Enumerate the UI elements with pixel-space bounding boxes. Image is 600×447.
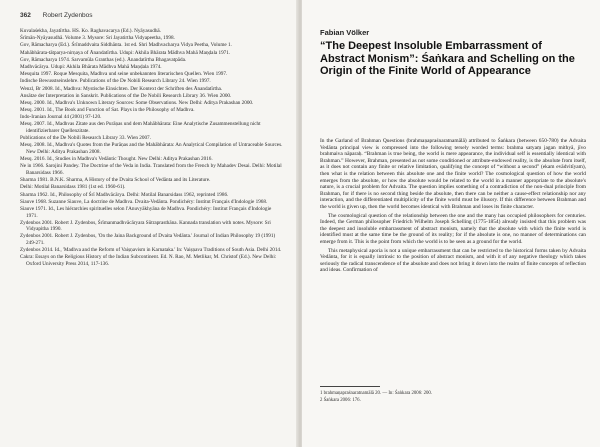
bibliography-entry: Śrīmān-Nyāyasudhā. Volume 3. Mysore: Sri Jayatirtha Vidyapeetha, 1998. (20, 35, 175, 42)
footnote-rule (320, 386, 380, 387)
page-number: 362 (20, 12, 31, 19)
bibliography-entry: Wenzl, Br 2008. Id., Madhva: Mystische Einsichten. Der Kontext der Schriften des Ānandatīrtha. (20, 85, 223, 92)
bibliography-entry: Mesq. 2016. Id., Studies in Madhva's Vedāntic Thought. New Delhi: Aditya Prakashan 2016. (20, 156, 213, 163)
bibliography-entry: Siauve 1971. Id., Les hiérarchies spirituelles selon l'Anuvyākhyāna de Madhva. Pondichéry: Institut Français d'Indologie 1971. (20, 205, 272, 219)
bibliography-entry: Indo-Iranian Journal 44 (2001) 97-120. (20, 114, 102, 121)
bibliography-entry: Indische Bewusstseinslehre. Publications of the De Nobili Research Library 24. Wien 1997. (20, 78, 211, 85)
bibliography-list (20, 28, 284, 268)
bibliography-entry: Mesq. 2000. Id., Madhva's Unknown Literary Sources: Some Observations. New Delhi: Aditya Prakashan 2000. (20, 99, 254, 106)
bibliography-entry: Cakra: Essays on the Religious History of the Indian Subcontinent. Ed. N. Rao, M. Metlikar, M. Christof (Ed.). New Delhi: Oxford University Press 2014, 117-136. (20, 254, 277, 268)
bibliography-entry: Ansätze der Interpretation in Sanskrit. Publications of the De Nobili Research Library 36. Wien 2000. (20, 92, 232, 99)
bibliography-entry: Siauve 1968. Suzanne Siauve, La doctrine de Madhva. Dvaita-Vedānta. Pondichéry: Institut Français d'Indologie 1968. (20, 198, 268, 205)
bibliography-entry: Publications of the De Nobili Research Library 33. Wien 2007. (20, 135, 151, 142)
bibliography-entry: Mesq. 2007. Id., Madhvas Zitate aus den Purāṇas und dem Mahābhārata: Eine Analytische Zusammenstellung nicht identifizierbarer Quellenzitate. (20, 121, 261, 135)
running-head (20, 12, 93, 19)
bibliography-entry: Zydenbos 2014. Id., 'Madhva and the Reform of Vaiṣṇavism in Karnataka.' In: Vaiṣṇava Traditions of South Asia. Delhi 2014. (20, 247, 282, 254)
bibliography-entry: Ne in 1966. Sarojini Pandey. The Doctrine of the Veda in India. Translated from the French by Mahadev Desai. Delhi: Motilal Banarsidass 1966. (20, 163, 282, 176)
article-body (320, 138, 586, 276)
bibliography-entry: Mahābhārata-tātparya-nirṇaya of Ānandatīrtha. Udupi: Akhila Bhārata Mādhva Mahā Maṇḍala 1971. (20, 49, 231, 56)
footnotes (320, 391, 586, 405)
bibliography-entry: Gov, Rāmacharya (Ed.). Śrīmaddvaita Siddhānta. 1st ed. Shri Madhvacharya Vidya Peetha, Volume 1. (20, 42, 232, 49)
running-author: Robert Zydenbos (42, 12, 93, 19)
bibliography-entry: Delhi: Motilal Banarsidass 1981 (1st ed. 1960-61). (20, 184, 126, 191)
bibliography-entry: Zydenbos 2001. Robert J. Zydenbos, 'On the Jaina Background of Dvaita Vedānta.' Journal of Indian Philosophy 19 (1991) 249-271. (20, 233, 276, 247)
body-paragraph: In the Garland of Brahman Questions (brahmaṇapraśnaratnamālā) attributed to Śaṅkara (between 650-780) the Advaita Vedānta principal view is compressed into the following tersely worded terms: brahma satyaṃ jagan mithyā, jīvo brahmaiva nāparaḥ. “Brahman is true being, the world is mere appearance, the individual self is essentially identical with Brahman.” However, Brahman, presented as not some conditioned or attribute-endowed reality, is the absolute from itself, as it does not contain any finite or relative limitation, qualifying the concept of “without a second” (ekam evādvitīyam), then what is the relation between this absolute one and the finite world? The cosmological question of how the world emerges from the absolute, or how the absolute would be related to the world in a manner appropriate to the absolute's nature, is a crucial problem for Advaita. The question implies something of a contradiction of the non-dual principle from Brahman, for if there is no second thing beside the absolute, then there can be neither a cause-effect relationship nor any interaction, and the differentiated multiplicity of the finite world must be illusory. If this difference between Brahman and the world is given up, then the world becomes identical with Brahman and loses its finite character. (320, 138, 586, 210)
bibliography-entry: Sharma 1981. B.N.K. Sharma, A History of the Dvaita School of Vedānta and its Literature. (20, 177, 211, 184)
right-page (302, 0, 600, 447)
footnote: 2 Śaṅkara 2006: 176. (320, 398, 361, 403)
bibliography-entry: Madhvācārya. Udupi: Akhila Bhārata Mādhva Mahā Maṇḍala 1974. (20, 63, 162, 70)
bibliography-entry: Mesq. 2008. Id., Madhva's Quotes from the Purāṇas and the Mahābhārata: An Analytical Compilation of Untraceable Sources. New Delhi: Aditya Prakashan 2008. (20, 142, 283, 155)
bibliography-entry: Mesquita 1997. Roque Mesquita, Madhva und seine unbekannten literarischen Quellen. Wien 1997. (20, 71, 228, 78)
bibliography-entry: Kuvalaśekha, Jayatīrtha. HS. Ko. Raghavacarya (Ed.). Nyāyasudhā. (20, 28, 162, 34)
body-paragraph: This metaphysical aporia is not a unique embarrassment that can be restricted to the historical forms taken by Advaita Vedānta, for it is equally intrinsic to the position of abstract monism, and with it of any negative theology which takes seriously the radical transcendence of the absolute and does not bring it down into the realm of finite concepts of reflection and ideas. Confirmation of (320, 247, 586, 274)
bibliography-entry: Gov, Rāmacharya 1974. Sarvamūla Granthas (ed.). Ānandatīrtha Bhagavatpāda. (20, 56, 187, 63)
bibliography-entry: Zydenbos 2001. Robert J. Zydenbos, Śrīmanmadhvācāryara Sūtraprasthāna. Kannada translation with notes. Mysore: Sri Vidyapitha 1990. (20, 219, 271, 233)
article-author: Fabian Völker (320, 28, 370, 37)
footnote: 1 brahmaṇapraśnaratnamālā 20. — In: Śaṅkara 2006: 200. (320, 391, 433, 396)
body-paragraph: The cosmological question of the relationship between the one and the many has occupied philosophers for centuries. Indeed, the German philosopher Friedrich Wilhelm Joseph Schelling (1775-1854) already insisted that this problem was the deepest and insoluble embarrassment of abstract monism, namely that the absolute with which the finite world is identified must at the same time be the ground of its reality; for if the absolute is one, no manner of determinations can emerge from it. This is the point from which the world is to be seen as a ground for the world. (320, 212, 586, 245)
article-title: “The Deepest Insoluble Embarrassment of Abstract Monism”: Śaṅkara and Schelling on the Origin of the Finite World of Appearance (320, 40, 575, 77)
left-page (0, 0, 298, 447)
bibliography-entry: Sharma 1962. Id., Philosophy of Śrī Madhvācārya. Delhi: Motilal Banarsidass 1962, reprinted 1986. (20, 191, 229, 198)
bibliography-entry: Mesq. 2001. Id., The Book and Function of Sat. Plays in the Philosophy of Madhva. (20, 107, 195, 114)
